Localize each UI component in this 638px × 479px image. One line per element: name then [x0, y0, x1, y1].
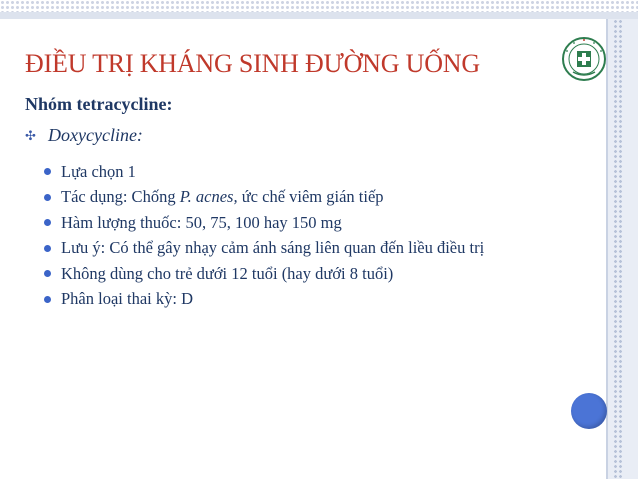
bullet-dot-icon	[44, 168, 51, 175]
bullet-text-suffix: ức chế viêm gián tiếp	[237, 187, 384, 207]
bullet-text-prefix: Tác dụng: Chống	[61, 187, 180, 207]
list-item	[44, 236, 484, 262]
level1-item	[25, 125, 143, 146]
bullet-text: Lựa chọn 1	[61, 161, 136, 181]
bullet-dot-icon	[44, 296, 51, 303]
top-band	[0, 12, 638, 19]
list-item	[44, 185, 484, 211]
list-item	[44, 261, 484, 287]
bullet-list	[44, 159, 484, 312]
bullet-text: Lưu ý: Có thể gây nhạy cảm ánh sáng liên quan đến liều điều trị	[61, 238, 485, 258]
slide-title: ĐIỀU TRỊ KHÁNG SINH ĐƯỜNG UỐNG	[25, 49, 480, 78]
bullet-dot-icon	[44, 245, 51, 252]
bullet-dot-icon	[44, 270, 51, 277]
list-item	[44, 210, 484, 236]
section-heading: Nhóm tetracycline:	[25, 94, 173, 114]
bullet-dot-icon	[44, 219, 51, 226]
level1-label: Doxycycline:	[48, 125, 143, 145]
right-dot-pattern	[613, 19, 623, 479]
bullet-text-italic: P. acnes,	[179, 187, 238, 207]
clover-bullet-icon: ✣	[25, 128, 36, 143]
bullet-text: Không dùng cho trẻ dưới 12 tuổi (hay dưới 8 tuổi)	[61, 263, 394, 283]
list-item	[44, 159, 484, 185]
bullet-dot-icon	[44, 194, 51, 201]
university-seal-logo	[561, 36, 607, 82]
decorative-circle	[571, 393, 607, 429]
list-item	[44, 287, 484, 313]
bullet-text: Hàm lượng thuốc: 50, 75, 100 hay 150 mg	[61, 212, 342, 232]
top-dot-pattern	[0, 0, 638, 12]
bullet-text: Phân loại thai kỳ: D	[61, 289, 193, 309]
